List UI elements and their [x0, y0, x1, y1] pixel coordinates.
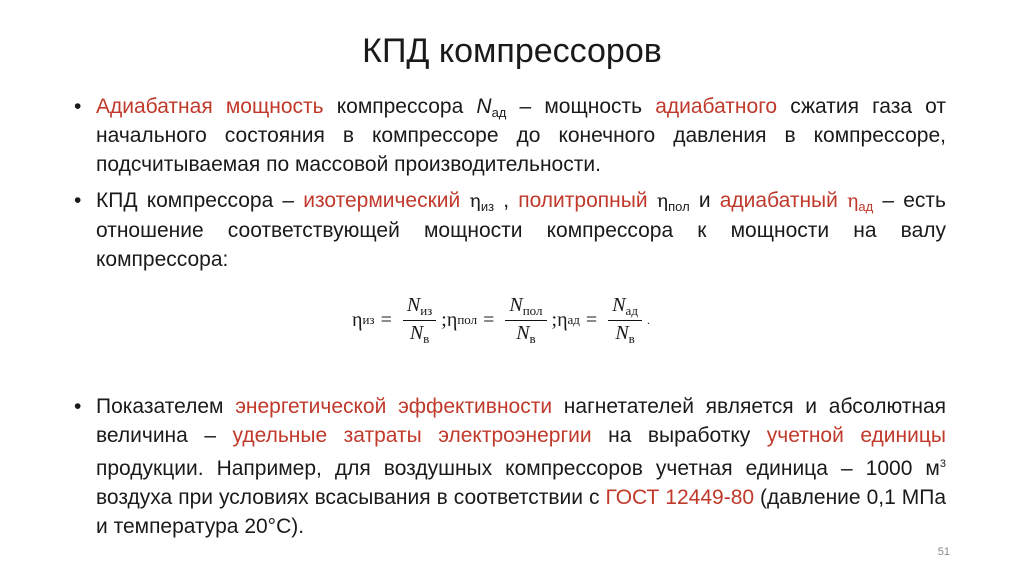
- text-segment: (давление 0,1 МПа и температура 20°С).: [96, 486, 947, 538]
- equals-sign: =: [585, 308, 598, 331]
- eta-symbol: η: [469, 190, 481, 212]
- eta-sub: пол: [668, 199, 690, 214]
- term-specific-energy: удельные затраты электроэнергии: [232, 424, 592, 447]
- symbol-N: N: [409, 321, 424, 344]
- term-gost: ГОСТ 12449-80: [605, 486, 755, 509]
- eta-sub: из: [480, 199, 495, 214]
- eta-symbol: η: [557, 308, 568, 331]
- equals-sign: =: [380, 308, 392, 331]
- slide-title: КПД компрессоров: [362, 32, 662, 70]
- text-segment: продукции. Например, для воздушных компрессоров учетная единица – 1000 м: [96, 457, 940, 480]
- page-number: 51: [937, 546, 950, 558]
- text-segment: компрессора: [323, 95, 477, 118]
- symbol-sub: в: [529, 330, 536, 346]
- eta-sub: ад: [858, 199, 874, 214]
- text-segment: сжатия газа от начального состояния в компрессоре до конечного давления в компрессоре, подсчитываемая по массовой производительности.: [96, 95, 946, 176]
- symbol-sub: из: [420, 302, 433, 318]
- bullet-adiabatic-power: [96, 92, 946, 179]
- symbol-N: N: [612, 293, 626, 316]
- symbol-N: N: [509, 293, 523, 316]
- eta-sub: ад: [567, 312, 580, 327]
- eta-symbol: η: [352, 308, 363, 331]
- separator: ;: [551, 308, 558, 331]
- text-segment: и: [689, 189, 720, 212]
- symbol-sub: в: [628, 330, 635, 346]
- text-segment: – мощность: [506, 95, 656, 118]
- text-segment: ,: [494, 189, 519, 212]
- bullet-efficiency: [96, 186, 946, 274]
- symbol-N: N: [615, 321, 629, 344]
- equals-sign: =: [483, 308, 495, 331]
- term-adiabatic-power: Адиабатная мощность: [96, 95, 324, 118]
- eta-sub: из: [362, 312, 375, 327]
- symbol-sub: ад: [625, 302, 638, 318]
- efficiency-formula: [352, 292, 650, 348]
- eta-sub: пол: [457, 312, 478, 327]
- symbol-sub: ад: [491, 105, 507, 120]
- term-adiabatic-eff: адиабатный: [719, 189, 838, 212]
- fraction-adiabatic: [608, 294, 642, 347]
- text-segment: на выработку: [591, 424, 767, 447]
- symbol-N: N: [476, 95, 492, 118]
- text-segment: воздуха при условиях всасывания в соответствии с: [96, 486, 606, 509]
- separator: ;: [441, 308, 447, 331]
- period: .: [646, 312, 650, 327]
- superscript: 3: [939, 458, 946, 470]
- term-polytropic: политропный: [518, 189, 648, 212]
- symbol-sub: в: [423, 330, 430, 346]
- symbol-N: N: [516, 321, 530, 344]
- term-accounting-unit: учетной единицы: [766, 424, 946, 447]
- eta-symbol: η: [446, 308, 458, 331]
- fraction-isothermal: [403, 294, 436, 347]
- text-segment: Показателем: [96, 395, 236, 418]
- fraction-polytropic: [505, 294, 546, 347]
- text-segment: – есть отношение соответствующей мощности компрессора к мощности на валу компрессора:: [96, 189, 946, 271]
- bullet-energy-efficiency: [96, 392, 946, 541]
- symbol-N: N: [406, 293, 421, 316]
- text-segment: нагнетателей является и абсолютная величина –: [96, 395, 947, 447]
- eta-symbol: η: [847, 190, 859, 212]
- term-adiabatic: адиабатного: [655, 95, 778, 118]
- term-isothermal: изотермический: [303, 189, 461, 212]
- symbol-sub: пол: [522, 302, 543, 318]
- term-energy-efficiency: энергетической эффективности: [235, 395, 553, 418]
- text-segment: КПД компрессора –: [96, 189, 304, 212]
- eta-symbol: η: [656, 190, 669, 212]
